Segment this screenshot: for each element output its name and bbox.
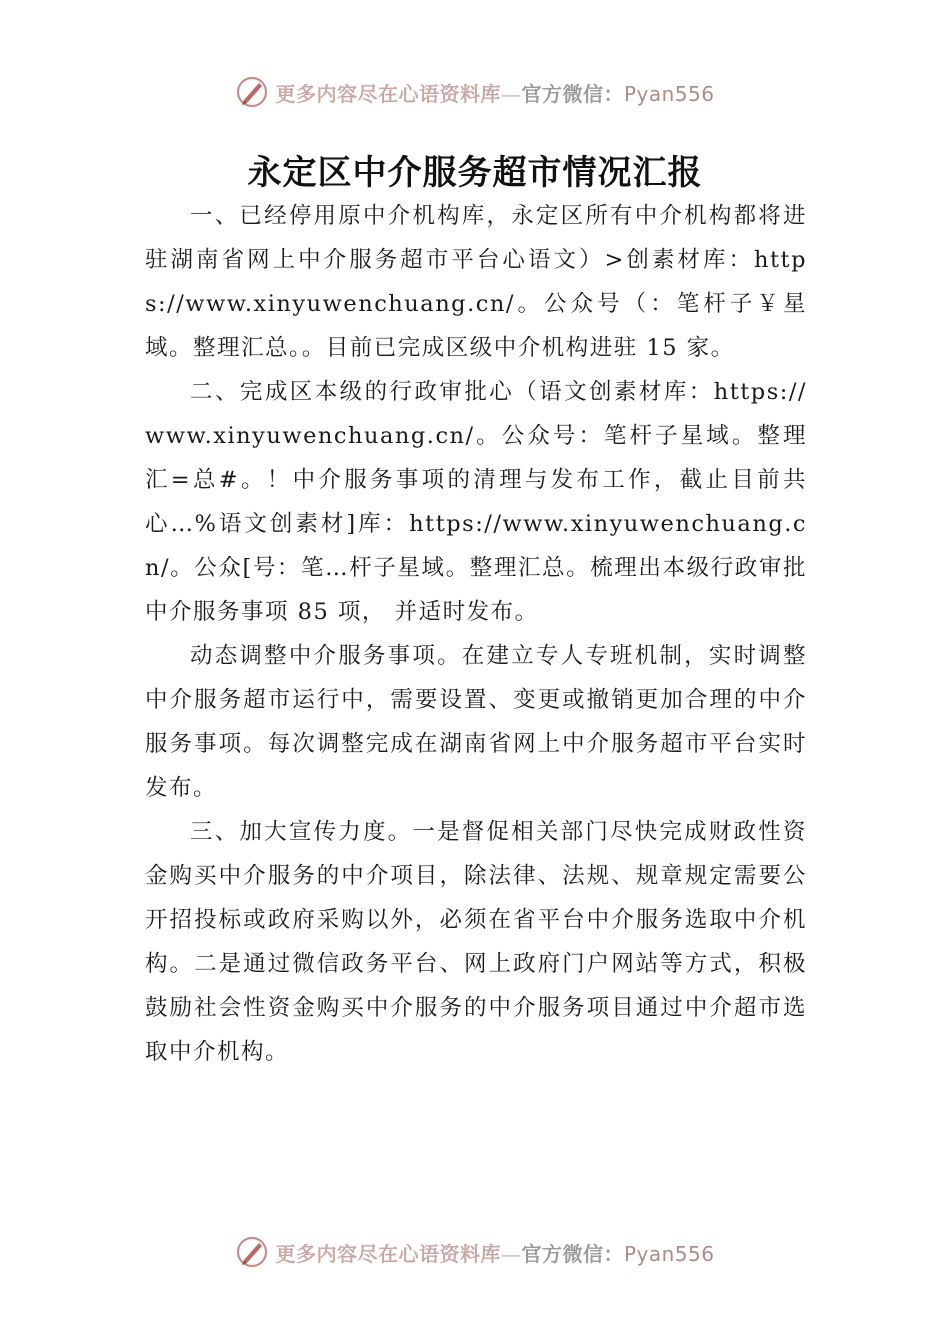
document-body [145,194,807,1074]
document-title: 永定区中介服务超市情况汇报 [247,152,703,193]
watermark-text: 更多内容尽在心语资料库—官方微信：Pyan556 [275,1241,715,1266]
paragraph-2: 二、完成区本级的行政审批心（语文创素材库：https://www.xinyuwenchuang.cn/。公众号：笔杆子星域。整理汇=总#。！中介服务事项的清理与发布工作，截止目前共心…%语文创素材]库：https://www.xinyuwenchuang.cn/。公众[号：笔…杆子星域。整理汇总。梳理出本级行政审批中介服务事项 85 项， 并适时发布。 [145,379,807,625]
paragraph-3: 动态调整中介服务事项。在建立专人专班机制，实时调整中介服务超市运行中，需要设置、变更或撤销更加合理的中介服务事项。每次调整完成在湖南省网上中介服务超市平台实时发布。 [145,643,807,801]
footer-watermark-banner [0,1232,950,1272]
header-watermark-banner [0,72,950,112]
paragraph-1: 一、已经停用原中介机构库，永定区所有中介机构都将进驻湖南省网上中介服务超市平台心语文）>创素材库：https://www.xinyuwenchuang.cn/。公众号（：笔杆子￥星域。整理汇总。。目前已完成区级中介机构进驻 15 家。 [145,203,807,361]
pen-logo-icon [235,1235,269,1269]
pen-logo-icon [235,75,269,109]
watermark-text: 更多内容尽在心语资料库—官方微信：Pyan556 [275,81,715,106]
paragraph-4: 三、加大宣传力度。一是督促相关部门尽快完成财政性资金购买中介服务的中介项目，除法律、法规、规章规定需要公开招投标或政府采购以外，必须在省平台中介服务选取中介机构。二是通过微信政务平台、网上政府门户网站等方式，积极鼓励社会性资金购买中介服务的中介服务项目通过中介超市选取中介机构。 [145,819,807,1065]
